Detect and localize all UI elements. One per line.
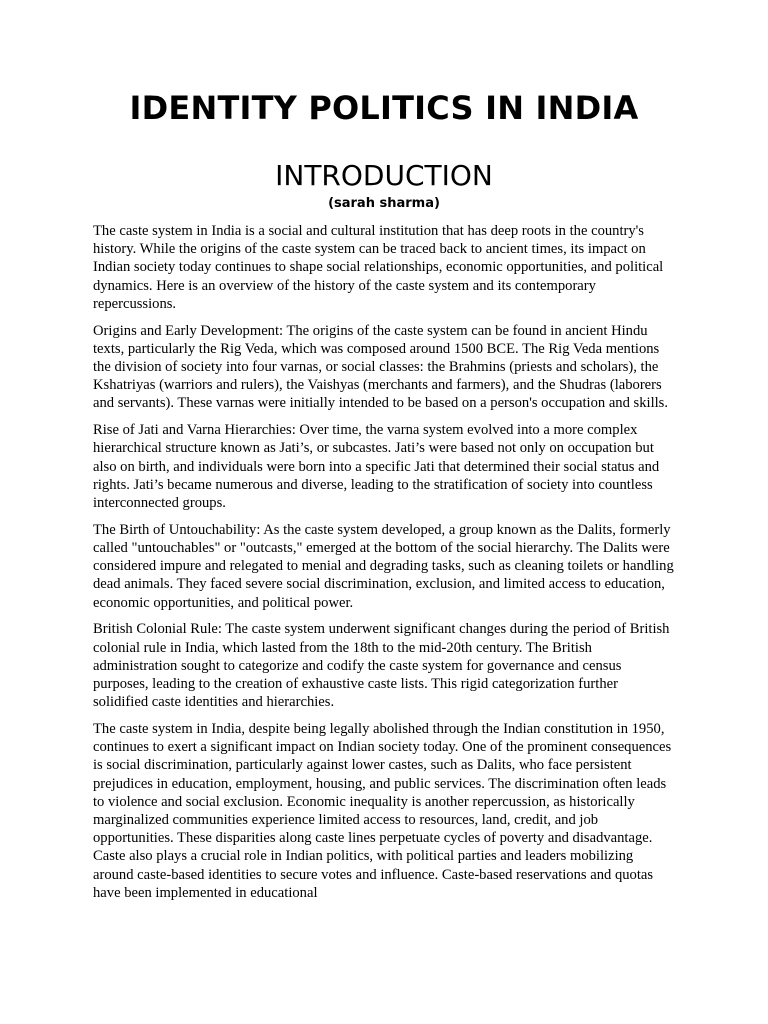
document-title: IDENTITY POLITICS IN INDIA	[129, 89, 639, 127]
paragraph: British Colonial Rule: The caste system underwent significant changes during the period of British colonial rule in India, which lasted from the 18th to the mid-20th century. The British administration sought to categorize and codify the caste system for governance and census purposes, leading to the creation of exhaustive caste lists. This rigid categorization further solidified caste identities and hierarchies.	[93, 621, 670, 711]
paragraph: Rise of Jati and Varna Hierarchies: Over time, the varna system evolved into a more complex hierarchical structure known as Jati’s, or subcastes. Jati’s were based not only on occupation but also on birth, and individuals were born into a specific Jati that determined their social status and rights. Jati’s became numerous and diverse, leading to the stratification of society into countless interconnected groups.	[93, 422, 660, 512]
paragraph: The Birth of Untouchability: As the caste system developed, a group known as the Dalits, formerly called "untouchables" or "outcasts," emerged at the bottom of the social hierarchy. The Dalits were considered impure and relegated to menial and degrading tasks, such as cleaning toilets or handling dead animals. They faced severe social discrimination, exclusion, and limited access to education, economic opportunities, and political power.	[93, 521, 674, 611]
paragraph: The caste system in India is a social and cultural institution that has deep roots in the country's history. While the origins of the caste system can be traced back to ancient times, its impact on Indian society today continues to shape social relationships, economic opportunities, and political dynamics. Here is an overview of the history of the caste system and its contemporary repercussions.	[93, 223, 664, 312]
paragraph: Origins and Early Development: The origins of the caste system can be found in ancient Hindu texts, particularly the Rig Veda, which was composed around 1500 BCE. The Rig Veda mentions the division of society into four varnas, or social classes: the Brahmins (priests and scholars), the Kshatriyas (warriors and rulers), the Vaishyas (merchants and farmers), and the Shudras (laborers and servants). These varnas were initially intended to be based on a person's occupation and skills.	[93, 322, 669, 412]
author-line: (sarah sharma)	[328, 196, 440, 211]
section-heading: INTRODUCTION	[275, 159, 493, 192]
paragraph: The caste system in India, despite being legally abolished through the Indian constitution in 1950, continues to exert a significant impact on Indian society today. One of the prominent consequences is social discrimination, particularly against lower castes, such as Dalits, who face persistent prejudices in education, employment, housing, and public services. The discrimination often leads to violence and social exclusion. Economic inequality is another repercussion, as historically marginalized communities experience limited access to resources, land, credit, and job opportunities. These disparities along caste lines perpetuate cycles of poverty and disadvantage. Caste also plays a crucial role in Indian politics, with political parties and leaders mobilizing around caste-based identities to secure votes and influence. Caste-based reservations and quotas have been implemented in educational	[93, 721, 672, 901]
document-body	[93, 222, 676, 911]
